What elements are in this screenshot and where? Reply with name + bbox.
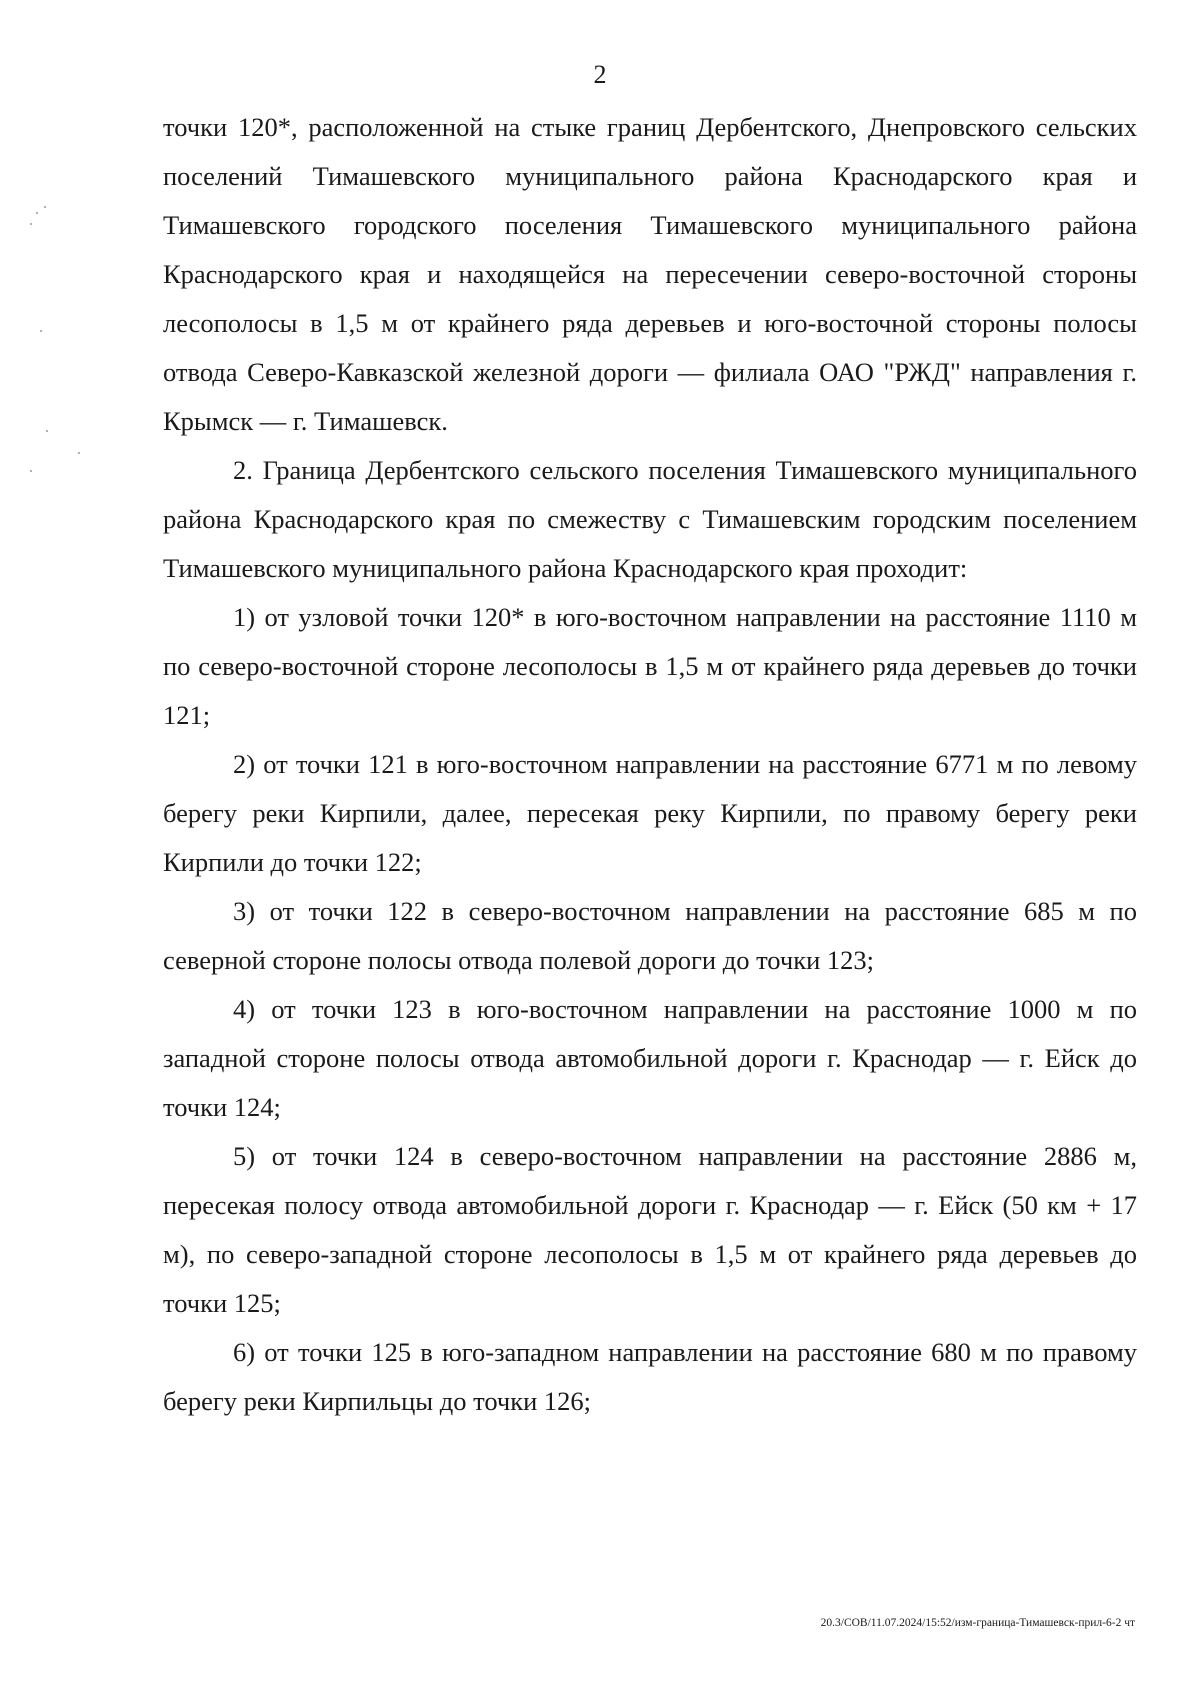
scan-speck	[44, 206, 46, 208]
list-item-3: 3) от точки 122 в северо-восточном направлении на расстояние 685 м по северной стороне полосы отвода полевой дороги до точки 123;	[163, 896, 1137, 975]
scan-speck	[30, 470, 32, 472]
document-footer-code: 20.3/СОВ/11.07.2024/15:52/изм-граница-Тимашевск-прил-6-2 чт	[820, 1617, 1135, 1629]
list-item-6: 6) от точки 125 в юго-западном направлении на расстояние 680 м по правому берегу реки Кирпильцы до точки 126;	[163, 1337, 1137, 1416]
scan-speck	[40, 330, 42, 332]
list-item-1: 1) от узловой точки 120* в юго-восточном направлении на расстояние 1110 м по северо-восточной стороне лесополосы в 1,5 м от крайнего ряда деревьев до точки 121;	[163, 602, 1137, 730]
scan-speck	[30, 223, 32, 225]
paragraph-continuation: точки 120*, расположенной на стыке границ Дербентского, Днепровского сельских поселений Тимашевского муниципального района Краснодарского края и Тимашевского городского поселения Тимашевского муниципального района Краснодарского края и находящейся на пересечении северо-восточной стороны лесополосы в 1,5 м от крайнего ряда деревьев и юго-восточной стороны полосы отвода Северо-Кавказской железной дороги — филиала ОАО "РЖД" направления г. Крымск — г. Тимашевск.	[163, 112, 1137, 436]
list-item-2: 2) от точки 121 в юго-восточном направлении на расстояние 6771 м по левому берегу реки Кирпили, далее, пересекая реку Кирпили, по правому берегу реки Кирпили до точки 122;	[163, 749, 1137, 877]
list-item-4: 4) от точки 123 в юго-восточном направлении на расстояние 1000 м по западной стороне полосы отвода автомобильной дороги г. Краснодар — г. Ейск до точки 124;	[163, 994, 1137, 1122]
scan-speck	[36, 212, 38, 214]
scan-speck	[46, 430, 48, 432]
document-body	[163, 103, 1137, 1426]
paragraph-section-2: 2. Граница Дербентского сельского поселения Тимашевского муниципального района Краснодарского края по смежеству с Тимашевским городским поселением Тимашевского муниципального района Краснодарского края проходит:	[163, 455, 1137, 583]
list-item-5: 5) от точки 124 в северо-восточном направлении на расстояние 2886 м, пересекая полосу отвода автомобильной дороги г. Краснодар — г. Ейск (50 км + 17 м), по северо-западной стороне лесополосы в 1,5 м от крайнего ряда деревьев до точки 125;	[163, 1141, 1137, 1318]
page-number: 2	[593, 60, 607, 89]
scan-speck	[78, 452, 80, 454]
